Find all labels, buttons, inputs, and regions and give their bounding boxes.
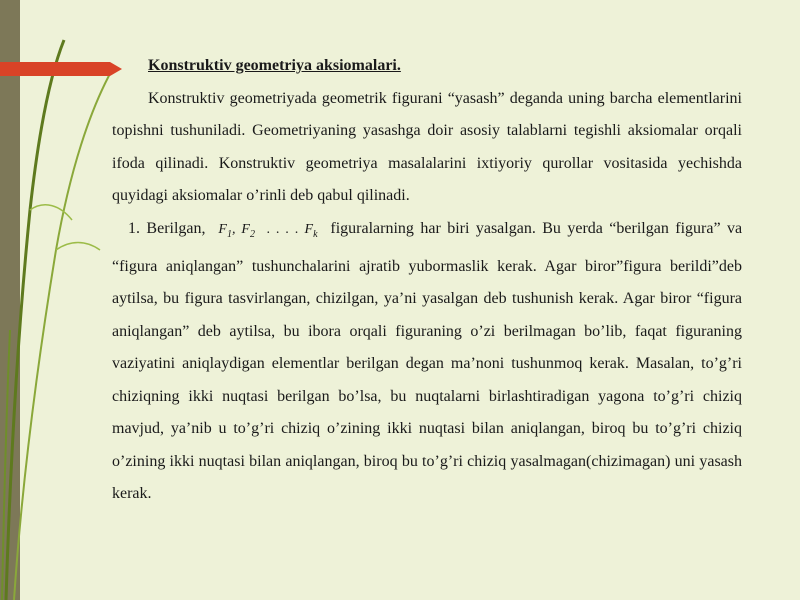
intro-paragraph: Konstruktiv geometriyada geometrik figurani “yasash” deganda uning barcha elementlarini topishni tushuniladi. Geometriyaning yasashga doir asosiy talablarni tegishli aksiomalar orqali ifoda qilinadi. Konstruktiv geometriya masalalarini ixtiyoriy qurollar vositasida yechishda quyidagi aksiomalar o’rinli deb qabul qilinadi. — [112, 89, 742, 204]
figure-list-formula: $F_1$, $F_2$ . . . . $F_k$ — [218, 221, 318, 240]
section-heading: Konstruktiv geometriya aksiomalari. — [148, 57, 401, 74]
axiom-1-lead: 1. Berilgan, — [128, 219, 206, 237]
axiom-1-text: figuralarning har biri yasalgan. Bu yerda “berilgan figura” va “figura aniqlangan” tushunchalarini ajratib yubormaslik kerak. Agar biror”figura berildi”deb aytilsa, bu figura tasvirlangan, chizilgan, ya’ni yasalgan deb tushunish kerak. Agar biror “figura aniqlangan” deb aytilsa, bu ibora orqali figuraning o’zi berilmagan bo’lib, faqat figuraning vaziyatini aniqlaydigan elementlar berilgan degan ma’noni tushunmoq kerak. Masalan, to’g’ri chiziqning ikki nuqtasi berilgan bo’lsa, bu nuqtalarni birlashtiradigan yagona to’g’ri chiziq mavjud, ya’nib u to’g’ri chiziq o’zining ikki nuqtasi bilan aniqlangan, biroq bu to’g’ri chiziq o’zining ikki nuqtasi bilan aniqlangan, biroq bu to’g’ri chiziq yasalmagan(chizimagan) uni yasash kerak. — [112, 219, 743, 503]
axiom-1-paragraph — [112, 213, 742, 511]
document-body — [112, 50, 742, 511]
arrow-banner — [0, 62, 122, 76]
